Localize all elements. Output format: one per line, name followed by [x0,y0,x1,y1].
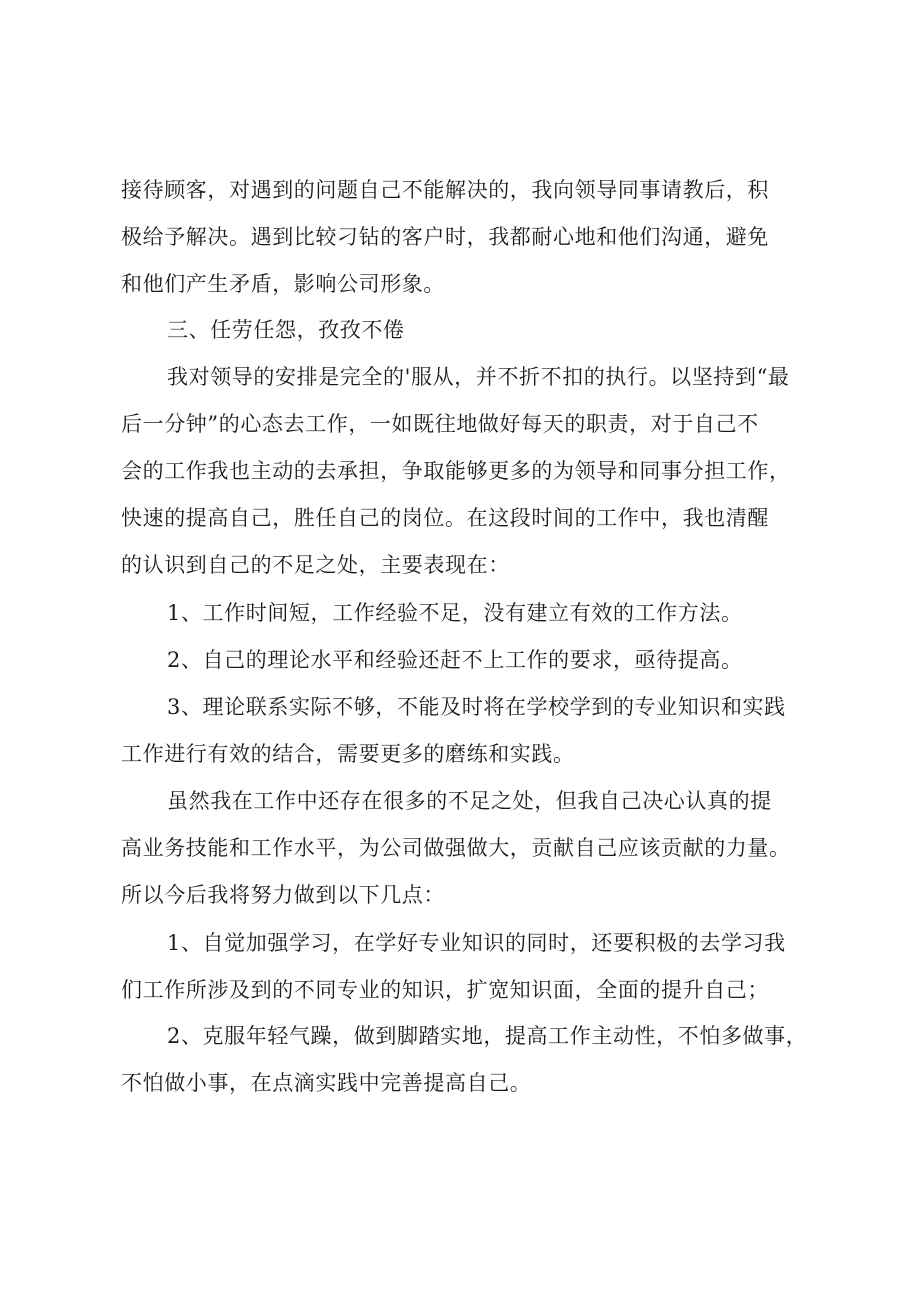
paragraph-line: 虽然我在工作中还存在很多的不足之处，但我自己决心认真的提 [167,789,772,813]
list-item-continuation: 工作进行有效的结合，需要更多的磨练和实践。 [121,742,575,766]
list-item-continuation: 们工作所涉及到的不同专业的知识，扩宽知识面，全面的提升自己； [121,978,769,1002]
list-item: 2、克服年轻气躁，做到脚踏实地，提高工作主动性，不怕多做事， [167,1024,808,1048]
list-item: 2、自己的理论水平和经验还赶不上工作的要求，亟待提高。 [167,648,743,672]
section-heading: 三、任劳任怨，孜孜不倦 [167,318,405,342]
list-item-continuation: 不怕做小事，在点滴实践中完善提高自己。 [121,1071,532,1095]
paragraph-line: 所以今后我将努力做到以下几点： [121,883,445,907]
paragraph-line: 极给予解决。遇到比较刁钻的客户时，我都耐心地和他们沟通，避免 [121,225,769,249]
list-item: 1、工作时间短，工作经验不足，没有建立有效的工作方法。 [167,601,743,625]
paragraph-line: 和他们产生矛盾，影响公司形象。 [121,272,445,296]
paragraph-line: 我对领导的安排是完全的'服从，并不折不扣的执行。以坚持到“最 [167,365,790,389]
paragraph-line: 的认识到自己的不足之处，主要表现在： [121,553,510,577]
paragraph-line: 后一分钟”的心态去工作，一如既往地做好每天的职责，对于自己不 [121,412,759,436]
paragraph-line: 接待顾客，对遇到的问题自己不能解决的，我向领导同事请教后，积 [121,178,769,202]
paragraph-line: 会的工作我也主动的去承担，争取能够更多的为领导和同事分担工作， [121,459,791,483]
list-item: 3、理论联系实际不够，不能及时将在学校学到的专业知识和实践 [167,695,786,719]
paragraph-line: 高业务技能和工作水平，为公司做强做大，贡献自己应该贡献的力量。 [121,836,791,860]
paragraph-line: 快速的提高自己，胜任自己的岗位。在这段时间的工作中，我也清醒 [121,506,769,530]
list-item: 1、自觉加强学习，在学好专业知识的同时，还要积极的去学习我 [167,931,786,955]
